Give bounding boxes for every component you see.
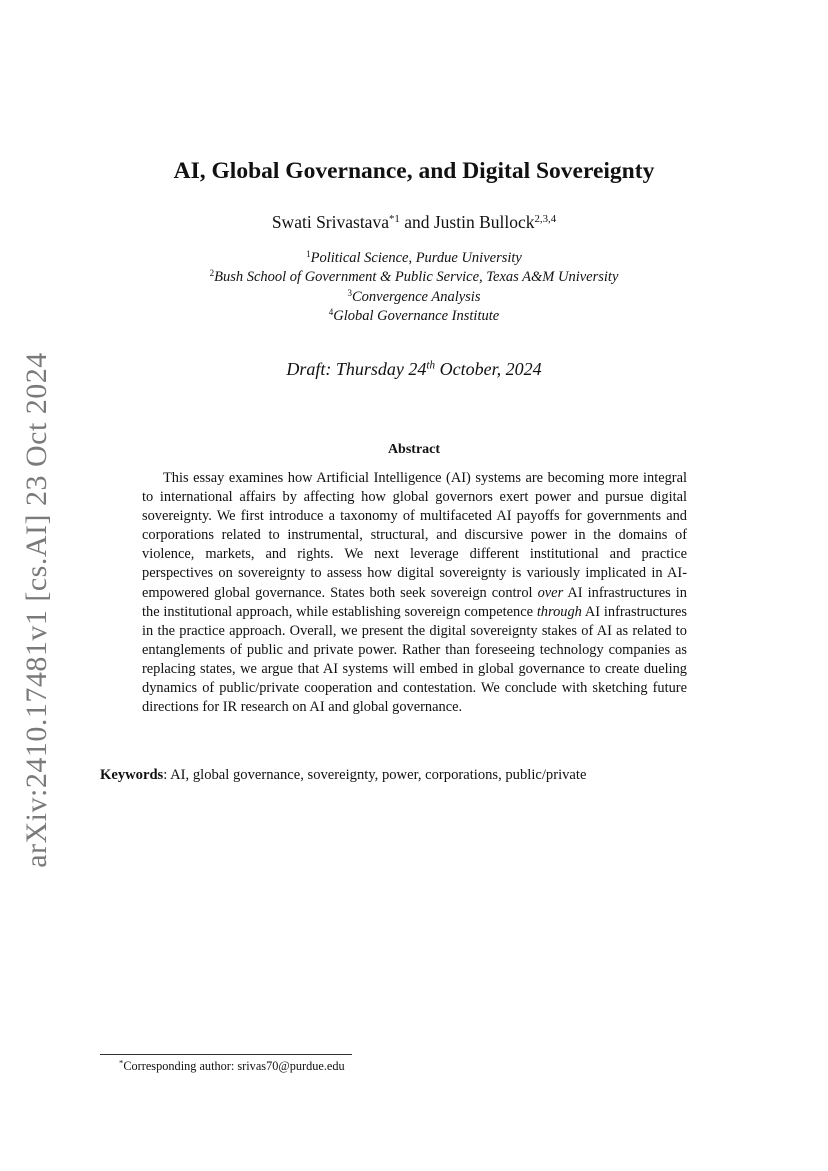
draft-date-prefix: Draft: Thursday 24: [286, 359, 427, 379]
author-affiliation-marks: *1: [388, 213, 400, 226]
draft-date: [0, 356, 828, 382]
footnote-divider: [100, 1054, 352, 1055]
affiliations: [0, 249, 828, 327]
draft-date-ordinal: th: [426, 359, 436, 372]
affiliation-mark: 4: [328, 307, 334, 318]
footnote-mark: *: [119, 1057, 124, 1068]
abstract-text: AI infrastructures in the practice approach. Overall, we present the digital sovereignty stakes of AI as related to entanglements of public and private power. Rather than foreseeing technology companies as replacing states, we argue that AI systems will embed in global governance to create dueling dynamics of public/private cooperation and contestation. We conclude with sketching future directions for IR research on AI and global governance.: [142, 603, 688, 716]
footnote: [119, 1058, 345, 1074]
affiliation-mark: 1: [306, 249, 311, 260]
affiliation-text: Political Science, Purdue University: [310, 250, 522, 266]
abstract-emphasis: over: [537, 584, 564, 601]
affiliation-mark: 3: [347, 287, 353, 298]
abstract-text: AI infrastructures in the institutional approach, while establishing sovereign competence: [142, 584, 687, 620]
author-name: Justin Bullock: [433, 212, 535, 232]
affiliation-text: Global Governance Institute: [333, 308, 500, 325]
affiliation-line: [0, 249, 828, 268]
abstract-emphasis: through: [536, 603, 582, 620]
author-name: Swati Srivastava: [271, 212, 389, 232]
paper-title: AI, Global Governance, and Digital Sovereignty: [173, 158, 655, 184]
affiliation-line: [0, 288, 828, 307]
abstract-body: [142, 469, 687, 717]
affiliation-line: [0, 307, 828, 326]
footnote-text: Corresponding author: srivas70@purdue.edu: [123, 1059, 345, 1073]
keywords-label: Keywords: [100, 767, 164, 783]
affiliation-text: Convergence Analysis: [352, 288, 481, 305]
author-connector: and: [404, 212, 430, 232]
affiliation-mark: 2: [209, 268, 215, 279]
author-affiliation-marks: 2,3,4: [534, 213, 557, 226]
arxiv-identifier: arXiv:2410.17481v1 [cs.AI] 23 Oct 2024: [20, 352, 53, 868]
author-line: [0, 210, 828, 234]
keywords-line: [100, 765, 586, 785]
draft-date-suffix: October, 2024: [435, 359, 542, 379]
affiliation-line: [0, 268, 828, 287]
affiliation-text: Bush School of Government & Public Service, Texas A&M University: [214, 269, 619, 286]
abstract-heading: Abstract: [387, 442, 441, 457]
keywords-list: : AI, global governance, sovereignty, power, corporations, public/private: [163, 767, 587, 783]
abstract-text: This essay examines how Artificial Intelligence (AI) systems are becoming more integral to international affairs by affecting how global governors exert power and pursue digital sovereignty. We first introduce a taxonomy of multifaceted AI payoffs for governments and corporations related to instrumental, structural, and discursive power in the domains of violence, markets, and rights. We next leverage different institutional and practice perspectives on sovereignty to assess how digital sovereignty is variously implicated in AI-empowered global governance. States both seek sovereign control: [142, 470, 687, 601]
